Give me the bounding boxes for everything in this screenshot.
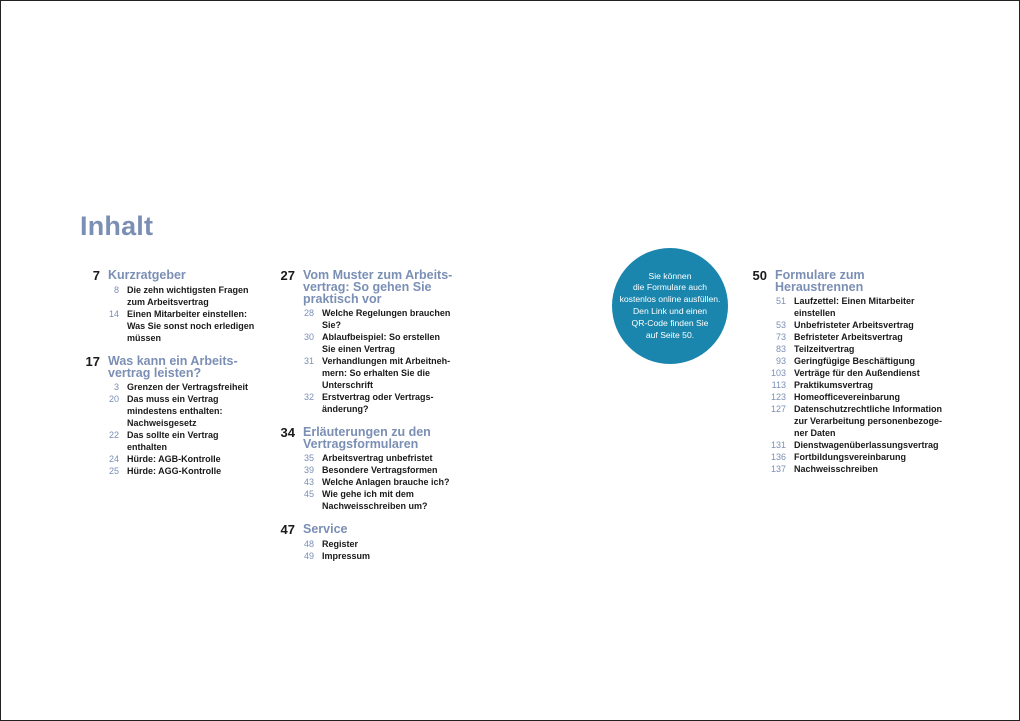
entry-page-number: 20	[108, 394, 119, 404]
section-title: Erläuterungen zu den Vertragsformularen	[303, 425, 431, 451]
entry-title: Verhandlungen mit Arbeitneh- mern: So erhalten Sie die Unterschrift	[322, 356, 451, 390]
entry-title: Fortbildungsvereinbarung	[794, 452, 907, 462]
entry-page-number: 28	[303, 308, 314, 318]
entry-title: Homeofficevereinbarung	[794, 392, 901, 402]
toc-section-heading[interactable]	[271, 426, 452, 450]
section-page-number: 17	[85, 354, 100, 369]
toc-entry[interactable]	[271, 452, 452, 464]
toc-entry[interactable]	[743, 391, 942, 403]
entry-title: Die zehn wichtigsten Fragen zum Arbeitsvertrag	[127, 285, 249, 307]
entry-title: Hürde: AGB-Kontrolle	[127, 454, 221, 464]
entry-page-number: 8	[113, 285, 119, 295]
online-forms-info-text: Sie können die Formulare auch kostenlos online ausfüllen. Den Link und einen QR-Code finden Sie auf Seite 50.	[619, 270, 721, 340]
entry-title: Datenschutzrechtliche Information zur Verarbeitung personenbezoge- ner Daten	[794, 404, 943, 438]
section-page-number: 27	[280, 268, 295, 283]
toc-entry[interactable]	[271, 307, 452, 331]
entry-title: Laufzettel: Einen Mitarbeiter einstellen	[794, 296, 915, 318]
entry-page-number: 22	[108, 430, 119, 440]
entry-page-number: 43	[303, 477, 314, 487]
section-page-number: 34	[280, 425, 295, 440]
entry-title: Unbefristeter Arbeitsvertrag	[794, 320, 914, 330]
entry-page-number: 45	[303, 489, 314, 499]
toc-entry[interactable]	[271, 476, 452, 488]
toc-entry-list	[76, 284, 254, 344]
toc-entry-list	[76, 381, 254, 477]
toc-entry[interactable]	[76, 284, 254, 308]
toc-section	[271, 523, 452, 562]
section-title: Kurzratgeber	[108, 268, 186, 282]
entry-page-number: 73	[775, 332, 786, 342]
entry-page-number: 127	[770, 404, 786, 414]
toc-section-heading[interactable]	[76, 355, 254, 379]
entry-page-number: 32	[303, 392, 314, 402]
toc-entry[interactable]	[76, 308, 254, 344]
toc-entry[interactable]	[271, 331, 452, 355]
entry-page-number: 123	[770, 392, 786, 402]
toc-section	[76, 269, 254, 344]
entry-title: Geringfügige Beschäftigung	[794, 356, 916, 366]
toc-entry[interactable]	[743, 343, 942, 355]
toc-entry[interactable]	[76, 429, 254, 453]
toc-entry[interactable]	[743, 331, 942, 343]
page-title: Inhalt	[80, 211, 154, 241]
entry-title: Besondere Vertragsformen	[322, 465, 438, 475]
toc-entry[interactable]	[271, 464, 452, 476]
toc-column-2	[271, 269, 452, 573]
entry-title: Ablaufbeispiel: So erstellen Sie einen Vertrag	[322, 332, 441, 354]
toc-section	[743, 269, 942, 475]
toc-entry[interactable]	[76, 465, 254, 477]
toc-entry[interactable]	[76, 393, 254, 429]
entry-title: Arbeitsvertrag unbefristet	[322, 453, 433, 463]
toc-section-heading[interactable]	[271, 269, 452, 305]
entry-page-number: 48	[303, 539, 314, 549]
toc-section-heading[interactable]	[271, 523, 452, 536]
toc-entry[interactable]	[271, 488, 452, 512]
toc-entry[interactable]	[743, 367, 942, 379]
section-title: Was kann ein Arbeits- vertrag leisten?	[108, 354, 238, 380]
section-title: Vom Muster zum Arbeits- vertrag: So gehen Sie praktisch vor	[303, 268, 453, 306]
section-page-number: 50	[752, 268, 767, 283]
entry-page-number: 93	[775, 356, 786, 366]
toc-entry[interactable]	[271, 391, 452, 415]
toc-entry[interactable]	[743, 463, 942, 475]
entry-title: Register	[322, 539, 359, 549]
toc-entry[interactable]	[271, 550, 452, 562]
toc-entry[interactable]	[743, 403, 942, 439]
toc-section	[271, 426, 452, 512]
section-title: Formulare zum Heraustrennen	[775, 268, 865, 294]
entry-page-number: 53	[775, 320, 786, 330]
section-page-number: 47	[280, 522, 295, 537]
entry-page-number: 24	[108, 454, 119, 464]
toc-entry[interactable]	[743, 319, 942, 331]
toc-entry-list	[743, 295, 942, 475]
entry-page-number: 136	[770, 452, 786, 462]
entry-title: Praktikumsvertrag	[794, 380, 874, 390]
entry-page-number: 25	[108, 466, 119, 476]
toc-entry-list	[271, 307, 452, 415]
entry-title: Das sollte ein Vertrag enthalten	[127, 430, 219, 452]
toc-column-1	[76, 269, 254, 488]
entry-title: Verträge für den Außendienst	[794, 368, 920, 378]
section-title: Service	[303, 522, 348, 536]
entry-page-number: 131	[770, 440, 786, 450]
entry-title: Impressum	[322, 551, 371, 561]
toc-entry[interactable]	[271, 355, 452, 391]
entry-page-number: 113	[771, 380, 786, 390]
toc-entry[interactable]	[743, 379, 942, 391]
entry-page-number: 103	[770, 368, 786, 378]
toc-section	[271, 269, 452, 415]
toc-entry[interactable]	[76, 381, 254, 393]
entry-title: Dienstwagenüberlassungsvertrag	[794, 440, 939, 450]
entry-page-number: 35	[303, 453, 314, 463]
entry-title: Grenzen der Vertragsfreiheit	[127, 382, 249, 392]
entry-title: Wie gehe ich mit dem Nachweisschreiben um?	[322, 489, 428, 511]
entry-title: Teilzeitvertrag	[794, 344, 855, 354]
entry-title: Hürde: AGG-Kontrolle	[127, 466, 222, 476]
toc-entry[interactable]	[743, 295, 942, 319]
entry-page-number: 51	[775, 296, 786, 306]
entry-page-number: 14	[108, 309, 119, 319]
toc-section-heading[interactable]	[76, 269, 254, 282]
toc-entry-list	[271, 538, 452, 562]
entry-title: Einen Mitarbeiter einstellen: Was Sie sonst noch erledigen müssen	[127, 309, 255, 343]
entry-page-number: 137	[770, 464, 786, 474]
entry-page-number: 30	[303, 332, 314, 342]
toc-entry-list	[271, 452, 452, 512]
entry-title: Das muss ein Vertrag mindestens enthalten: Nachweisgesetz	[127, 394, 223, 428]
entry-title: Erstvertrag oder Vertrags- änderung?	[322, 392, 434, 414]
entry-page-number: 49	[303, 551, 314, 561]
toc-entry[interactable]	[271, 538, 452, 550]
entry-page-number: 39	[303, 465, 314, 475]
toc-section	[76, 355, 254, 477]
entry-title: Welche Anlagen brauche ich?	[322, 477, 450, 487]
toc-entry[interactable]	[76, 453, 254, 465]
section-page-number: 7	[92, 268, 100, 283]
entry-page-number: 83	[775, 344, 786, 354]
online-forms-info-circle	[612, 248, 728, 364]
entry-title: Nachweisschreiben	[794, 464, 879, 474]
toc-entry[interactable]	[743, 439, 942, 451]
toc-section-heading[interactable]	[743, 269, 942, 293]
entry-title: Befristeter Arbeitsvertrag	[794, 332, 903, 342]
toc-entry[interactable]	[743, 451, 942, 463]
entry-page-number: 31	[303, 356, 314, 366]
entry-page-number: 3	[113, 382, 119, 392]
toc-entry[interactable]	[743, 355, 942, 367]
toc-column-3	[743, 269, 942, 486]
entry-title: Welche Regelungen brauchen Sie?	[322, 308, 451, 330]
